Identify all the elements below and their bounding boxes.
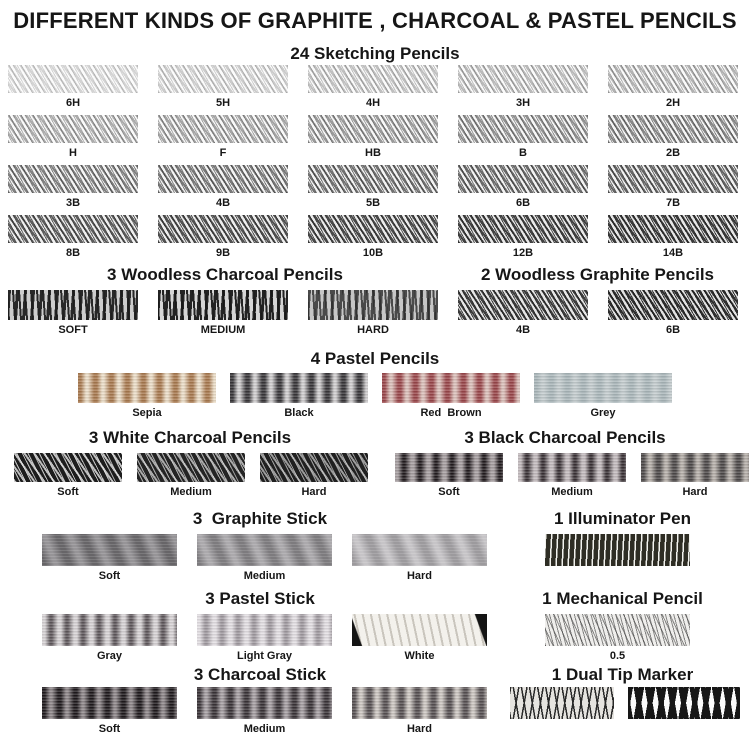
section-header-charcoal-stick: 3 Charcoal Stick bbox=[193, 664, 327, 684]
pencil-cell bbox=[158, 290, 288, 337]
swatch-label: Medium bbox=[243, 570, 286, 583]
swatch-label: Hard bbox=[301, 485, 327, 498]
swatch-4h bbox=[308, 65, 438, 93]
pencil-cell bbox=[8, 115, 138, 160]
swatch-label: 8B bbox=[65, 246, 81, 259]
section-header-black-charcoal: 3 Black Charcoal Pencils bbox=[464, 428, 666, 448]
swatch-label: 4B bbox=[515, 324, 531, 337]
swatch-label: HARD bbox=[357, 324, 389, 337]
swatch-9b bbox=[158, 215, 288, 243]
pencil-cell bbox=[8, 65, 138, 110]
sketching-row-2 bbox=[0, 115, 750, 160]
swatch-hard bbox=[260, 453, 368, 482]
swatch-hard bbox=[308, 290, 438, 320]
charcoal-stick-group bbox=[42, 687, 487, 736]
section-header-pastel-stick: 3 Pastel Stick bbox=[205, 589, 315, 609]
swatch-label: HB bbox=[365, 146, 381, 159]
swatch-label: Hard bbox=[406, 570, 433, 583]
swatch-10b bbox=[308, 215, 438, 243]
section-header-graphite-stick: 3 Graphite Stick bbox=[192, 508, 328, 528]
swatch-label: Light Gray bbox=[236, 649, 292, 662]
pencil-cell bbox=[382, 373, 520, 420]
swatch-label: 5H bbox=[215, 96, 231, 109]
swatch-label: 14B bbox=[662, 246, 684, 259]
swatch-7b bbox=[608, 165, 738, 193]
swatch-thickzigzag bbox=[628, 687, 740, 719]
swatch-grey bbox=[534, 373, 672, 403]
pencil-cell bbox=[8, 215, 138, 260]
swatch-b bbox=[458, 115, 588, 143]
pencil-cell bbox=[197, 614, 332, 663]
swatch-medium bbox=[197, 534, 332, 566]
swatch-label: MEDIUM bbox=[200, 324, 246, 337]
sketching-row-3 bbox=[0, 165, 750, 210]
swatch-hard bbox=[352, 687, 487, 719]
pencil-cell bbox=[628, 687, 740, 719]
swatch-6h bbox=[8, 65, 138, 93]
swatch-6b bbox=[458, 165, 588, 193]
swatch-2b bbox=[608, 115, 738, 143]
graphite-stick-group bbox=[42, 534, 487, 583]
swatch-label: H bbox=[69, 146, 77, 159]
pencil-cell bbox=[518, 453, 626, 499]
swatch-label: White bbox=[404, 649, 435, 662]
swatch-soft bbox=[8, 290, 138, 320]
pastel-stick-group bbox=[42, 614, 487, 663]
pencil-cell bbox=[8, 165, 138, 210]
pencil-cell bbox=[545, 534, 690, 566]
charcoal-stick-row bbox=[0, 687, 750, 736]
charcoal-pencils-headers bbox=[0, 428, 750, 448]
swatch-soft bbox=[42, 687, 177, 719]
sketching-row-1 bbox=[0, 65, 750, 110]
swatch-soft bbox=[14, 453, 122, 482]
pencil-cell bbox=[260, 453, 368, 499]
swatch-label: Medium bbox=[551, 485, 593, 498]
pencil-cell bbox=[545, 614, 690, 663]
pencil-cell bbox=[608, 215, 738, 260]
swatch-14b bbox=[608, 215, 738, 243]
charcoal-stick-headers bbox=[0, 665, 750, 685]
pencil-cell bbox=[608, 65, 738, 110]
section-header-dual-tip-marker: 1 Dual Tip Marker bbox=[551, 664, 694, 684]
section-header-mechanical-pencil: 1 Mechanical Pencil bbox=[542, 589, 703, 609]
swatch-label: Soft bbox=[98, 723, 121, 736]
black-charcoal-group bbox=[395, 453, 749, 499]
swatch-label: Medium bbox=[243, 723, 286, 736]
pencil-cell bbox=[158, 65, 288, 110]
swatch-0-5 bbox=[545, 614, 690, 646]
swatch-label: F bbox=[219, 146, 227, 159]
swatch-label: 6H bbox=[65, 96, 81, 109]
pencil-cell bbox=[197, 534, 332, 583]
swatch-label: Grey bbox=[590, 407, 616, 420]
pencil-cell bbox=[42, 614, 177, 663]
section-header-woodless-charcoal: 3 Woodless Charcoal Pencils bbox=[107, 264, 343, 284]
pencil-cell bbox=[14, 453, 122, 499]
swatch-label: 10B bbox=[362, 246, 384, 259]
pencil-cell bbox=[308, 65, 438, 110]
pencil-cell bbox=[137, 453, 245, 499]
swatch-black bbox=[230, 373, 368, 403]
pencil-cell bbox=[352, 534, 487, 583]
swatch-6b bbox=[608, 290, 738, 320]
pencil-cell bbox=[352, 687, 487, 736]
swatch-label: B bbox=[519, 146, 527, 159]
pencil-cell bbox=[458, 215, 588, 260]
swatch-4b bbox=[158, 165, 288, 193]
swatch-label: 7B bbox=[665, 196, 681, 209]
swatch-label: Medium bbox=[170, 485, 212, 498]
swatch-5b bbox=[308, 165, 438, 193]
pencil-cell bbox=[197, 687, 332, 736]
swatch-3b bbox=[8, 165, 138, 193]
pencil-cell bbox=[230, 373, 368, 420]
woodless-row bbox=[0, 290, 750, 337]
pencil-cell bbox=[78, 373, 216, 420]
swatch-label: 3H bbox=[515, 96, 531, 109]
swatch-4b bbox=[458, 290, 588, 320]
pencil-cell bbox=[608, 115, 738, 160]
swatch-label: 3B bbox=[65, 196, 81, 209]
swatch-label: Soft bbox=[98, 570, 121, 583]
swatch-white bbox=[352, 614, 487, 646]
swatch-label: 5B bbox=[365, 196, 381, 209]
pencil-cell bbox=[608, 165, 738, 210]
pencil-cell bbox=[458, 165, 588, 210]
illuminator-pen-group bbox=[545, 534, 690, 566]
pencil-cell bbox=[308, 290, 438, 337]
pencil-cell bbox=[308, 165, 438, 210]
swatch-label: 2H bbox=[665, 96, 681, 109]
swatch-label: Soft bbox=[438, 485, 460, 498]
swatch-f bbox=[158, 115, 288, 143]
dual-tip-marker-group bbox=[510, 687, 740, 719]
swatch-label: Red Brown bbox=[420, 407, 482, 420]
swatch-red-brown bbox=[382, 373, 520, 403]
graphite-stick-row bbox=[0, 534, 750, 583]
swatch-medium bbox=[197, 687, 332, 719]
swatch-2h bbox=[608, 65, 738, 93]
swatch-finezigzag bbox=[510, 687, 614, 719]
section-header-white-charcoal: 3 White Charcoal Pencils bbox=[88, 428, 292, 448]
page-title: DIFFERENT KINDS OF GRAPHITE , CHARCOAL & PASTEL PENCILS bbox=[13, 8, 737, 33]
swatch-label: 6B bbox=[515, 196, 531, 209]
pencil-cell bbox=[308, 215, 438, 260]
swatch-soft bbox=[395, 453, 503, 482]
swatch-label: 9B bbox=[215, 246, 231, 259]
pencil-cell bbox=[42, 534, 177, 583]
swatch-light-gray bbox=[197, 614, 332, 646]
swatch-label: Soft bbox=[57, 485, 79, 498]
pencil-cell bbox=[534, 373, 672, 420]
swatch-label: Hard bbox=[406, 723, 433, 736]
pencil-cell bbox=[641, 453, 749, 499]
pencil-cell bbox=[458, 290, 588, 337]
swatch-label: 6B bbox=[665, 324, 681, 337]
swatch-label: Sepia bbox=[132, 407, 162, 420]
graphite-stick-headers bbox=[0, 509, 750, 529]
swatch-hb bbox=[308, 115, 438, 143]
pencil-cell bbox=[608, 290, 738, 337]
pencil-cell bbox=[158, 215, 288, 260]
pencil-cell bbox=[42, 687, 177, 736]
woodless-headers bbox=[0, 265, 750, 285]
swatch-label: SOFT bbox=[58, 324, 88, 337]
pencil-cell bbox=[158, 115, 288, 160]
swatch-label: 12B bbox=[512, 246, 534, 259]
mechanical-pencil-group bbox=[545, 614, 690, 663]
pastel-pencils-row bbox=[0, 373, 750, 420]
swatch-vlines bbox=[545, 534, 690, 566]
swatch-label: Hard bbox=[682, 485, 708, 498]
pencil-cell bbox=[352, 614, 487, 663]
swatch-label: Black bbox=[284, 407, 314, 420]
swatch-hard bbox=[641, 453, 749, 482]
swatch-label: 4H bbox=[365, 96, 381, 109]
swatch-hard bbox=[352, 534, 487, 566]
swatch-label: 4B bbox=[215, 196, 231, 209]
swatch-label: 2B bbox=[665, 146, 681, 159]
pencil-cell bbox=[458, 65, 588, 110]
section-header-woodless-graphite: 2 Woodless Graphite Pencils bbox=[480, 264, 715, 284]
swatch-8b bbox=[8, 215, 138, 243]
section-header-pastel-pencils: 4 Pastel Pencils bbox=[310, 349, 440, 369]
swatch-12b bbox=[458, 215, 588, 243]
swatch-label: 0.5 bbox=[609, 649, 626, 662]
pencil-cell bbox=[458, 115, 588, 160]
pencil-cell bbox=[8, 290, 138, 337]
swatch-medium bbox=[137, 453, 245, 482]
pastel-stick-row bbox=[0, 614, 750, 663]
swatch-soft bbox=[42, 534, 177, 566]
swatch-medium bbox=[518, 453, 626, 482]
swatch-label: Gray bbox=[96, 649, 123, 662]
swatch-5h bbox=[158, 65, 288, 93]
swatch-sepia bbox=[78, 373, 216, 403]
section-header-sketching: 24 Sketching Pencils bbox=[290, 44, 460, 64]
pencil-cell bbox=[308, 115, 438, 160]
swatch-h bbox=[8, 115, 138, 143]
section-header-illuminator-pen: 1 Illuminator Pen bbox=[554, 508, 691, 528]
pastel-stick-headers bbox=[0, 589, 750, 609]
pencil-cell bbox=[395, 453, 503, 499]
swatch-medium bbox=[158, 290, 288, 320]
swatch-gray bbox=[42, 614, 177, 646]
charcoal-pencils-row bbox=[0, 453, 750, 499]
white-charcoal-group bbox=[14, 453, 368, 499]
pencil-cell bbox=[510, 687, 614, 719]
swatch-3h bbox=[458, 65, 588, 93]
pencil-cell bbox=[158, 165, 288, 210]
sketching-row-4 bbox=[0, 215, 750, 260]
